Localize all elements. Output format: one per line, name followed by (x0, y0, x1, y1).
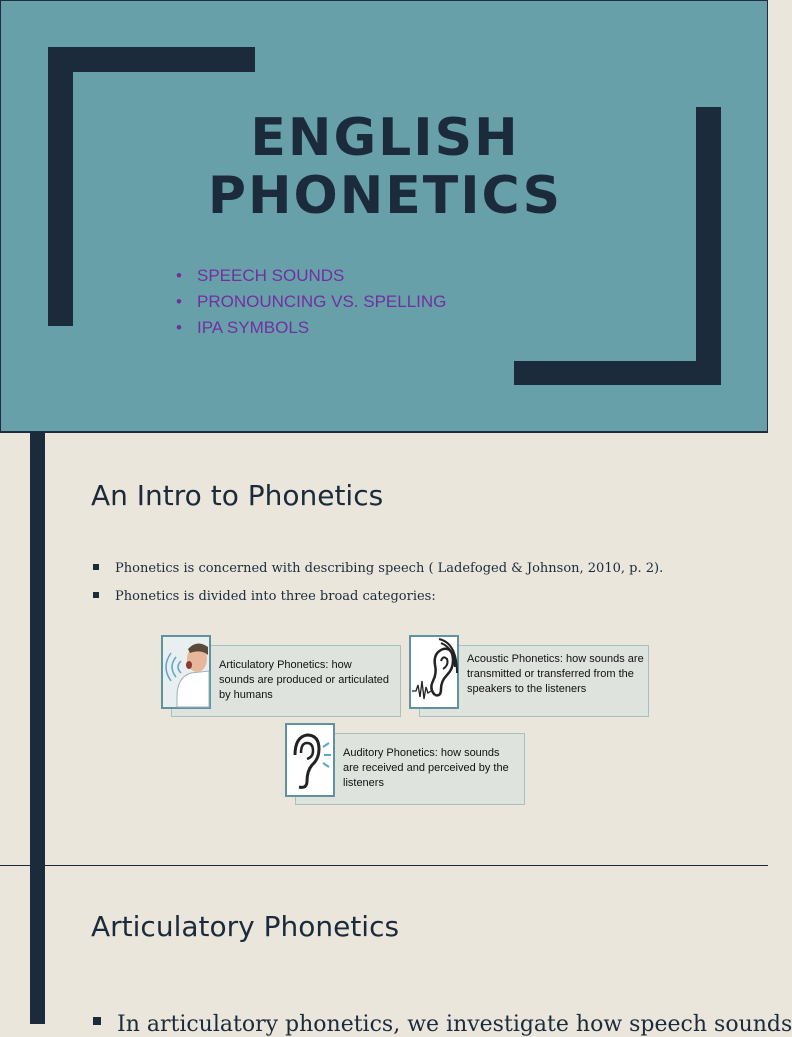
frame-corner-bottom-right (514, 361, 721, 385)
subtitle-bullet: • PRONOUNCING VS. SPELLING (176, 292, 447, 311)
bullet-list (93, 555, 663, 611)
square-bullet-icon (93, 592, 99, 598)
bullet-text: Phonetics is divided into three broad categories: (115, 589, 436, 604)
slide-heading: Articulatory Phonetics (91, 910, 400, 943)
frame-corner-top-left (48, 47, 255, 72)
bullet-text: Phonetics is concerned with describing speech ( Ladefoged & Johnson, 2010, p. 2). (115, 561, 664, 576)
speaking-person-icon (161, 635, 211, 709)
bullet-text: In articulatory phonetics, we investigate how speech sounds (117, 1012, 792, 1037)
card-text: Auditory Phonetics: how sounds are received and perceived by the listeners (343, 747, 509, 789)
subtitle-bullet-text: SPEECH SOUNDS (197, 266, 345, 285)
subtitle-bullet-text: IPA SYMBOLS (197, 318, 310, 337)
subtitle-bullet-list (176, 263, 446, 341)
articulatory-slide (0, 866, 792, 1037)
slide-title-line2: PHONETICS (207, 166, 563, 226)
card-text: Acoustic Phonetics: how sounds are transmitted or transferred from the speakers to the listeners (467, 653, 644, 695)
ear-icon (285, 723, 335, 797)
intro-slide (0, 432, 768, 866)
frame-corner-top-left-vertical (48, 47, 73, 326)
square-bullet-icon (93, 564, 99, 570)
accent-bar (30, 866, 45, 1024)
subtitle-bullet-text: PRONOUNCING VS. SPELLING (197, 292, 447, 311)
bullet-item (93, 555, 663, 583)
square-bullet-icon (93, 1017, 101, 1025)
subtitle-bullet: • IPA SYMBOLS (176, 318, 310, 337)
accent-bar (30, 433, 45, 865)
card-text: Articulatory Phonetics: how sounds are produced or articulated by humans (219, 659, 389, 701)
slide-title (151, 109, 619, 225)
bullet-item (93, 1012, 792, 1037)
slide-title-line1: ENGLISH (250, 108, 520, 168)
sound-wave-ear-icon (409, 635, 459, 709)
bullet-item (93, 583, 663, 611)
slide-heading: An Intro to Phonetics (91, 479, 384, 512)
subtitle-bullet: • SPEECH SOUNDS (176, 266, 345, 285)
frame-corner-bottom-right-vertical (696, 107, 721, 385)
title-slide (0, 0, 768, 432)
